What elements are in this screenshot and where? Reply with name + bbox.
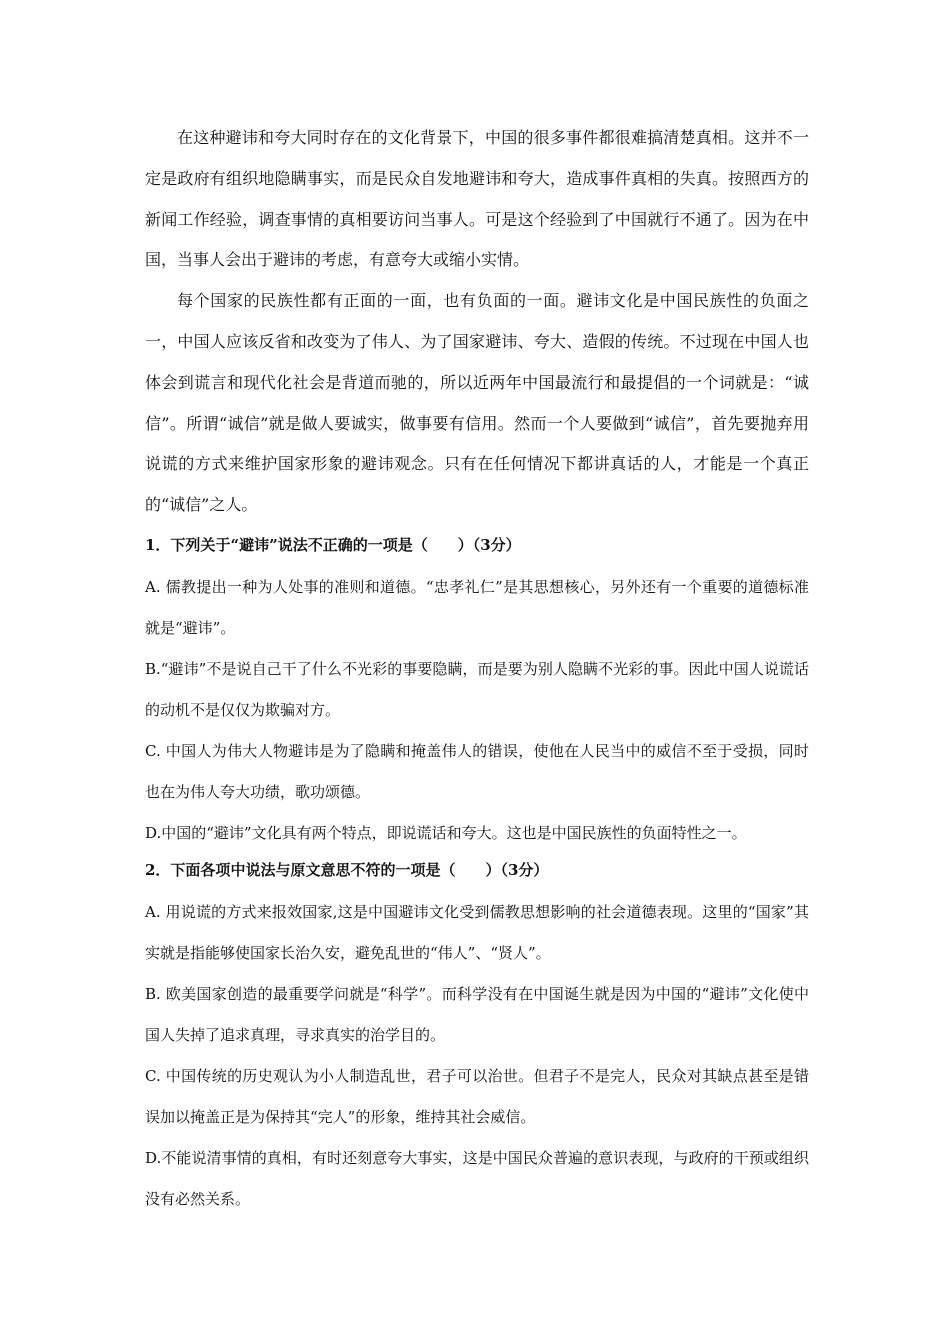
question-1-option-c: C. 中国人为伟大人物避讳是为了隐瞒和掩盖伟人的错误，使他在人民当中的威信不至于受损，同时也在为伟人夸大功绩，歌功颂德。 [145, 741, 809, 801]
question-2-option-d: D.不能说清事情的真相，有时还刻意夸大事实，这是中国民众普遍的意识表现，与政府的干预或组织没有必然关系。 [145, 1148, 809, 1208]
question-2 [145, 860, 809, 1220]
question-1-option-d: D.中国的“避讳”文化具有两个特点，即说谎话和夸大。这也是中国民族性的负面特性之一。 [145, 823, 747, 842]
question-1-option-a: A. 儒教提出一种为人处事的准则和道德。“忠孝礼仁”是其思想核心，另外还有一个重要的道德标准就是“避讳”。 [145, 577, 809, 637]
question-2-option-b: B. 欧美国家创造的最重要学问就是“科学”。而科学没有在中国诞生就是因为中国的“避讳”文化使中国人失掉了追求真理，寻求真实的治学目的。 [145, 984, 809, 1044]
question-1-option-b: B.“避讳”不是说自己干了什么不光彩的事要隐瞒，而是要为别人隐瞒不光彩的事。因此中国人说谎话的动机不是仅仅为欺骗对方。 [145, 659, 809, 719]
question-2-option-c: C. 中国传统的历史观认为小人制造乱世，君子可以治世。但君子不是完人，民众对其缺点甚至是错误加以掩盖正是为保持其“完人”的形象，维持其社会威信。 [145, 1066, 809, 1126]
question-1-stem: 1．下列关于“避讳”说法不正确的一项是（ ）（3分） [145, 535, 521, 554]
question-1 [145, 535, 809, 854]
passage-paragraph-2: 每个国家的民族性都有正面的一面，也有负面的一面。避讳文化是中国民族性的负面之一，中国人应该反省和改变为了伟人、为了国家避讳、夸大、造假的传统。不过现在中国人也体会到谎言和现代化社会是背道而驰的，所以近两年中国最流行和最提倡的一个词就是：“诚信”。所谓“诚信”就是做人要诚实，做事要有信用。然而一个人要做到“诚信”，首先要抛弃用说谎的方式来维护国家形象的避讳观念。只有在任何情况下都讲真话的人，才能是一个真正的“诚信”之人。 [145, 291, 809, 515]
passage-paragraph-1: 在这种避讳和夸大同时存在的文化背景下，中国的很多事件都很难搞清楚真相。这并不一定是政府有组织地隐瞒事实，而是民众自发地避讳和夸大，造成事件真相的失真。按照西方的新闻工作经验，调查事情的真相要访问当事人。可是这个经验到了中国就行不通了。因为在中国，当事人会出于避讳的考虑，有意夸大或缩小实情。 [145, 128, 809, 270]
question-2-option-a: A. 用说谎的方式来报效国家,这是中国避讳文化受到儒教思想影响的社会道德表现。这里的“国家”其实就是指能够使国家长治久安，避免乱世的“伟人”、“贤人”。 [145, 902, 809, 962]
question-2-stem: 2．下面各项中说法与原文意思不符的一项是（ ）（3分） [145, 860, 549, 879]
document-page [145, 118, 809, 1220]
